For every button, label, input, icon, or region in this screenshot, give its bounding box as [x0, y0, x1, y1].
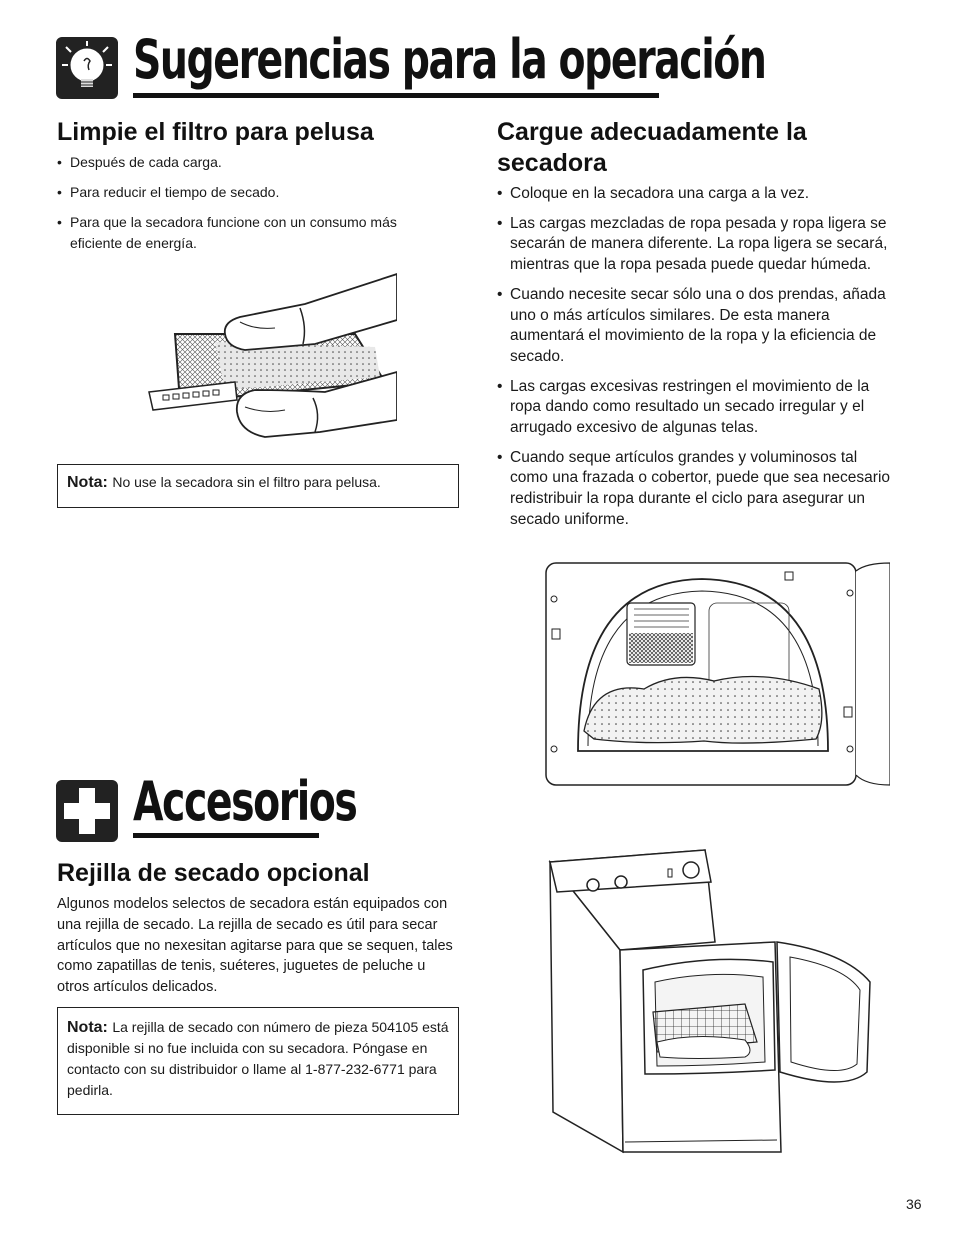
loading-list [497, 184, 899, 540]
accessories-title: Accesorios [133, 770, 357, 833]
dryer-with-rack-illustration [545, 842, 875, 1160]
note-label: Nota: [67, 1019, 108, 1036]
note-label: Nota: [67, 474, 108, 491]
accessories-underline [133, 833, 319, 838]
list-item: • Para que la secadora funcione con un consumo más eficiente de energía. [57, 212, 437, 254]
drying-rack-heading: Rejilla de secado opcional [57, 859, 370, 887]
lint-filter-note [57, 464, 459, 508]
loading-heading [497, 117, 897, 179]
page-number: 36 [906, 1196, 922, 1212]
list-item: • Después de cada carga. [57, 152, 437, 173]
loading-heading-line2: secadora [497, 149, 607, 177]
list-item: • Las cargas excesivas restringen el movimiento de la ropa dando como resultado un secado irregular y el arrugado excesivo de algunas telas. [497, 377, 899, 439]
list-item: • Las cargas mezcladas de ropa pesada y ropa ligera se secarán de manera diferente. La ropa ligera se secará, mientras que la ropa pesada puede quedar húmeda. [497, 214, 899, 276]
dryer-drum-illustration [544, 561, 890, 787]
page-title: Sugerencias para la operación [133, 28, 766, 91]
list-item: • Cuando necesite secar sólo una o dos prendas, añada uno o más artículos similares. De esta manera aumentará el movimiento de la ropa y la eficiencia de secado. [497, 285, 899, 368]
drying-rack-note [57, 1007, 459, 1115]
note-text: La rejilla de secado con número de pieza 504105 está disponible si no fue incluida con su secadora. Póngase en contacto con su distribuidor o llame al 1-877-232-6771 para pedirla. [67, 1019, 449, 1098]
list-item: • Para reducir el tiempo de secado. [57, 182, 437, 203]
lightbulb-icon [56, 37, 118, 99]
list-item: • Coloque en la secadora una carga a la vez. [497, 184, 899, 205]
lint-filter-list [57, 152, 437, 263]
plus-icon [56, 780, 118, 842]
lint-filter-illustration [145, 272, 397, 447]
note-text: No use la secadora sin el filtro para pelusa. [112, 474, 381, 490]
list-item: • Cuando seque artículos grandes y voluminosos tal como una frazada o cobertor, puede que sea necesario redistribuir la ropa durante el ciclo para asegurar un secado uniforme. [497, 448, 899, 531]
title-underline [133, 93, 659, 98]
drying-rack-paragraph: Algunos modelos selectos de secadora están equipados con una rejilla de secado. La rejilla de secado es útil para secar artículos que no nexesitan agitarse para que se sequen, tales como zapatillas de tenis, suéteres, juguetes de peluche u otros artículos delicados. [57, 896, 453, 996]
lint-filter-heading: Limpie el filtro para pelusa [57, 118, 374, 146]
loading-heading-line1: Cargue adecuadamente la [497, 118, 807, 146]
